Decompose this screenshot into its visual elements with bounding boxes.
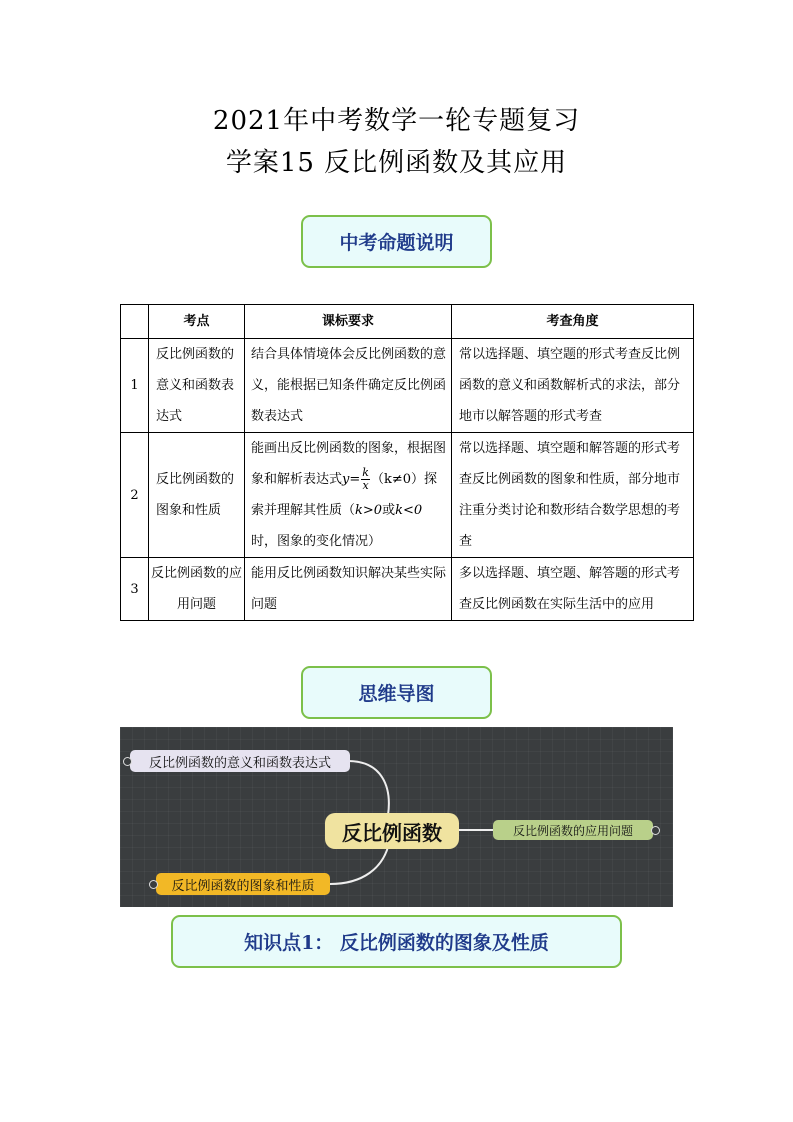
mind-map xyxy=(120,727,673,907)
row-requirement xyxy=(245,433,452,558)
formula-denominator: x xyxy=(362,479,369,492)
collapse-handle-icon[interactable] xyxy=(651,826,660,835)
section-heading-mind-map: 思维导图 xyxy=(301,666,492,719)
collapse-handle-icon[interactable] xyxy=(149,880,158,889)
row-index: 1 xyxy=(121,339,149,433)
row-requirement: 能用反比例函数知识解决某些实际问题 xyxy=(245,558,452,621)
table-row xyxy=(121,558,694,621)
condition-k-negative: k<0 xyxy=(395,503,423,518)
row-angle: 常以选择题、填空题和解答题的形式考查反比例函数的图象和性质，部分地市注重分类讨论和数形结合数学思想的考查 xyxy=(452,433,694,558)
formula-condition: （k≠0） xyxy=(370,472,424,487)
table-header-index xyxy=(121,305,149,339)
row-point: 反比例函数的应用问题 xyxy=(149,558,245,621)
row-index: 2 xyxy=(121,433,149,558)
row-point: 反比例函数的意义和函数表达式 xyxy=(149,339,245,433)
row-angle: 多以选择题、填空题、解答题的形式考查反比例函数在实际生活中的应用 xyxy=(452,558,694,621)
connector-top xyxy=(348,761,389,815)
requirement-text-part1: 能画出反比例函数的图象，根据图象和解析表达式 xyxy=(251,441,447,487)
requirement-text-part2: 探索并理解其性质（ xyxy=(251,472,437,518)
row-requirement: 结合具体情境体会反比例函数的意义，能根据已知条件确定反比例函数表达式 xyxy=(245,339,452,433)
connector-bottom xyxy=(330,847,388,884)
requirement-text-part3: 时，图象的变化情况） xyxy=(251,534,382,549)
formula-fraction xyxy=(361,467,370,492)
row-index: 3 xyxy=(121,558,149,621)
condition-or: 或 xyxy=(382,503,396,518)
table-row xyxy=(121,433,694,558)
mind-map-node-meaning: 反比例函数的意义和函数表达式 xyxy=(130,750,350,772)
table-header-row xyxy=(121,305,694,339)
mind-map-node-applications: 反比例函数的应用问题 xyxy=(493,820,653,840)
table-header-requirement: 课标要求 xyxy=(245,305,452,339)
table-row xyxy=(121,339,694,433)
section-heading-knowledge-point-1: 知识点1： 反比例函数的图象及性质 xyxy=(171,915,622,968)
table-header-angle: 考查角度 xyxy=(452,305,694,339)
formula-lhs: y= xyxy=(342,472,361,487)
condition-k-positive: k>0 xyxy=(355,503,383,518)
formula-numerator: k xyxy=(362,466,369,479)
section-heading-exam-description: 中考命题说明 xyxy=(301,215,492,268)
row-point: 反比例函数的图象和性质 xyxy=(149,433,245,558)
mind-map-node-center: 反比例函数 xyxy=(325,813,459,849)
table-header-point: 考点 xyxy=(149,305,245,339)
document-subtitle: 学案15 反比例函数及其应用 xyxy=(225,148,568,178)
exam-spec-table xyxy=(120,304,694,621)
collapse-handle-icon[interactable] xyxy=(123,757,132,766)
row-angle: 常以选择题、填空题的形式考查反比例函数的意义和函数解析式的求法，部分地市以解答题的形式考查 xyxy=(452,339,694,433)
document-title: 2021年中考数学一轮专题复习 xyxy=(212,106,581,136)
mind-map-node-graph-properties: 反比例函数的图象和性质 xyxy=(156,873,330,895)
